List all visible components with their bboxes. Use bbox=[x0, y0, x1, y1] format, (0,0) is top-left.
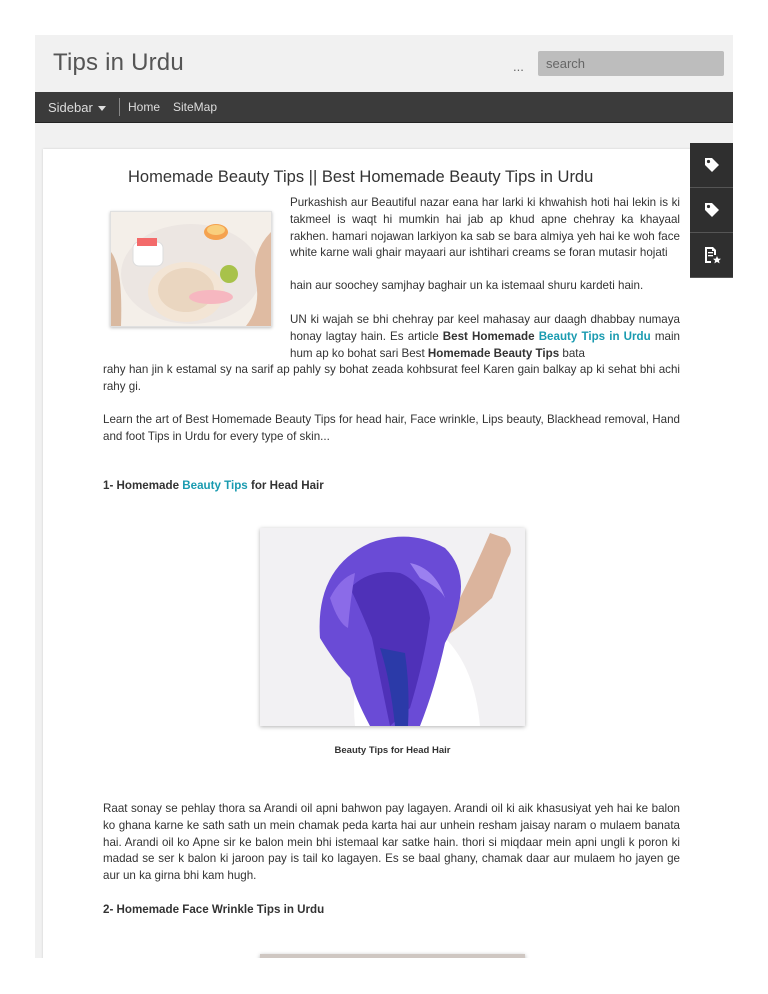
purple-hair-image bbox=[260, 528, 525, 726]
intro-2-text-b: main hum ap ko bohat sari Best bbox=[290, 329, 680, 360]
tag-icon bbox=[703, 156, 721, 174]
intro-paragraph-2 bbox=[290, 312, 680, 362]
beauty-products-image bbox=[111, 212, 271, 326]
post-card bbox=[43, 149, 733, 958]
sidebar-dropdown[interactable] bbox=[48, 100, 106, 115]
section-heading-hair bbox=[103, 479, 324, 492]
intro-paragraph-1b: hain aur soochey samjhay baghair un ka istemaal shuru kardeti hain. bbox=[290, 279, 644, 292]
intro-2-bold-1: Best Homemade bbox=[442, 329, 535, 343]
star-page-icon bbox=[702, 245, 722, 265]
wrinkle-photo-partial[interactable] bbox=[260, 954, 525, 958]
intro-2-text-c: bata bbox=[559, 346, 585, 360]
caret-down-icon bbox=[98, 106, 106, 111]
beauty-tips-link[interactable]: Beauty Tips bbox=[182, 479, 248, 492]
tag-icon bbox=[703, 201, 721, 219]
intro-paragraph-1: Purkashish aur Beautiful nazar eana har larki ki khwahish hoti hai lekin is ki takmeel is waqt hi mumkin hai jab ap khud apne chehray ka khayaal rakhen. hamari nojawan larkiyon ka sab se bara almiya yeh hai ke woh face white karne wali ghair mayaari aur ishtihari creams se foran mutasir hojati bbox=[290, 196, 680, 260]
learn-paragraph: Learn the art of Best Homemade Beauty Tips for head hair, Face wrinkle, Lips beauty, Blackhead removal, Hand and foot Tips in Urdu for every type of skin... bbox=[103, 413, 680, 443]
intro-paragraph-2-cont: rahy han jin k estamal sy na sarif ap pahly sy bohat zeada kohbsurat feel Karen gain balkay ap ki sehat bhi achi rahy gi. bbox=[103, 363, 680, 393]
beauty-tips-urdu-link[interactable]: Beauty Tips in Urdu bbox=[538, 329, 651, 343]
search-input[interactable] bbox=[538, 51, 724, 76]
blog-title[interactable]: Tips in Urdu bbox=[53, 49, 184, 76]
post-thumbnail bbox=[110, 211, 272, 327]
side-tab-featured[interactable] bbox=[690, 233, 733, 278]
hair-image-caption: Beauty Tips for Head Hair bbox=[334, 745, 451, 756]
hair-photo[interactable] bbox=[260, 528, 525, 726]
sidebar-label: Sidebar bbox=[48, 100, 93, 115]
intro-2-text-a: UN ki wajah se bhi chehray par keel mahasay aur daagh dhabbay numaya honay lagtay hain. Es article bbox=[290, 313, 680, 343]
side-tab-labels[interactable] bbox=[690, 143, 733, 188]
post-title[interactable]: Homemade Beauty Tips || Best Homemade Beauty Tips in Urdu bbox=[128, 168, 594, 186]
header-ellipsis: ... bbox=[513, 59, 524, 74]
nav-bar bbox=[35, 92, 733, 123]
section-heading-wrinkle: 2- Homemade Face Wrinkle Tips in Urdu bbox=[103, 903, 325, 916]
nav-home-link[interactable]: Home bbox=[128, 100, 161, 114]
section1-post: for Head Hair bbox=[247, 479, 324, 492]
nav-divider bbox=[119, 98, 120, 116]
hair-paragraph: Raat sonay se pehlay thora sa Arandi oil apni bahwon pay lagayen. Arandi oil ki aik khasusiyat yeh hai ke balon ko ghana karne ke sath sath un mein chamak peda karta hai aur unhein resham jaisay naram o mulaem banata hai. Arandi oil ko Apne sir ke balon mein bhi istemaal kar satke hain. thori si miqdaar mein apni ungli k poron ki madad se ser k balon ki jaroon pay is tail ko lagayen. Es se baal ghany, chamak daar aur mulaem ho jayen ge aur un ka girna bhi kam hugh. bbox=[103, 802, 680, 883]
nav-sitemap-link[interactable]: SiteMap bbox=[173, 100, 218, 114]
intro-2-bold-2: Homemade Beauty Tips bbox=[427, 346, 560, 360]
side-tabs bbox=[690, 143, 733, 278]
blog-shell bbox=[35, 35, 733, 958]
section1-pre: 1- Homemade bbox=[103, 479, 183, 492]
side-tab-labels-2[interactable] bbox=[690, 188, 733, 233]
blog-header bbox=[35, 35, 733, 92]
